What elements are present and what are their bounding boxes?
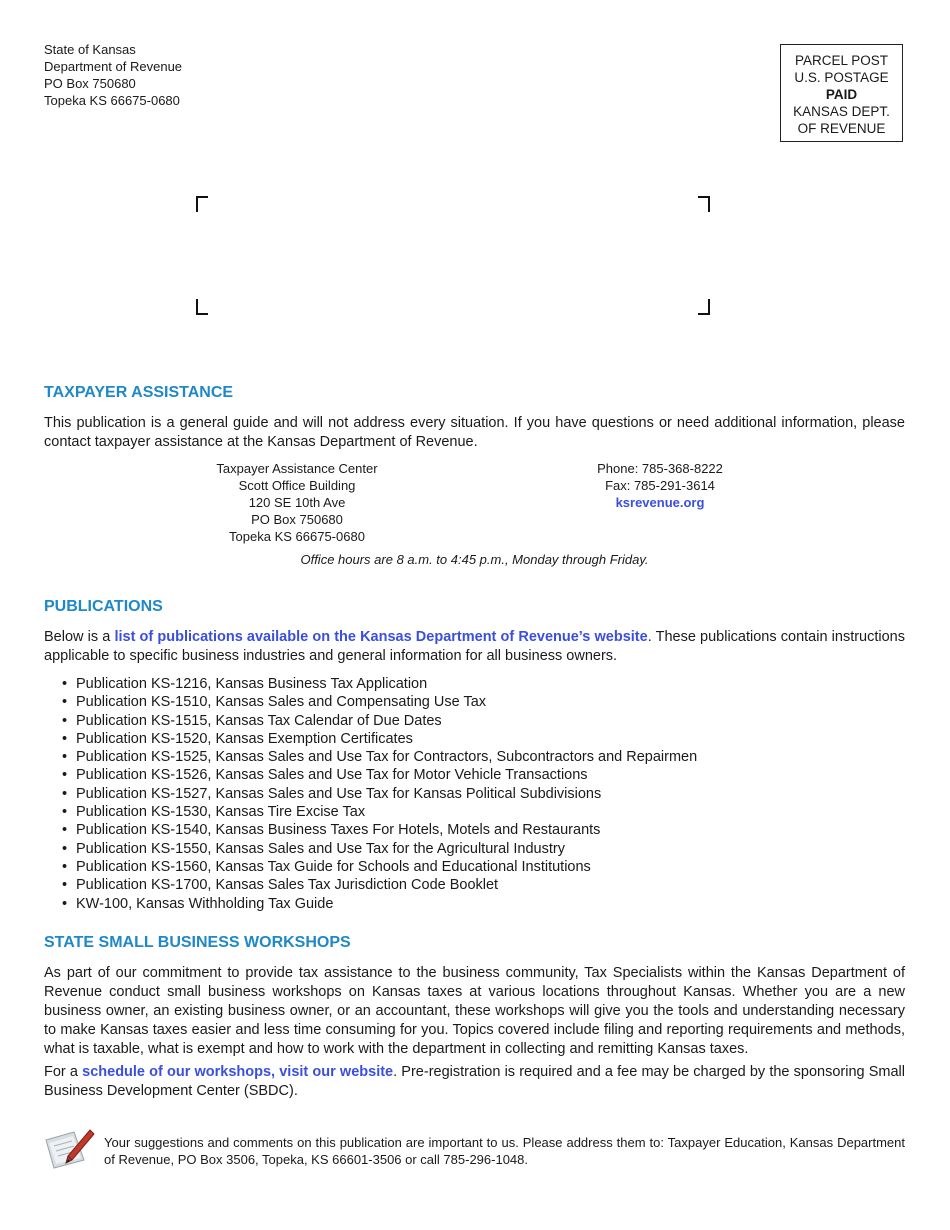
address-line: Taxpayer Assistance Center xyxy=(216,461,378,476)
list-item xyxy=(62,858,697,876)
address-line: Topeka KS 66675-0680 xyxy=(229,529,365,544)
list-item xyxy=(62,712,697,730)
publications-intro-prefix: Below is a xyxy=(44,629,115,645)
list-item xyxy=(62,730,697,748)
assistance-contact-info xyxy=(565,460,755,511)
list-item xyxy=(62,803,697,821)
return-address-line: Topeka KS 66675-0680 xyxy=(44,93,180,108)
list-item xyxy=(62,766,697,784)
postage-line: U.S. POSTAGE xyxy=(794,70,889,85)
fax-number: Fax: 785-291-3614 xyxy=(605,478,715,493)
publication-title: Publication KS-1527, Kansas Sales and Use Tax for Kansas Political Subdivisions xyxy=(76,785,602,802)
publications-intro-suffix: . These publications contain instructions applicable to specific business industries and general information for all business owners. xyxy=(44,629,905,664)
return-address-line: PO Box 750680 xyxy=(44,76,136,91)
list-item xyxy=(62,748,697,766)
bullet-icon: • xyxy=(62,785,68,802)
workshops-prefix: For a xyxy=(44,1064,83,1080)
address-line: Scott Office Building xyxy=(238,478,356,493)
pen-paper-icon xyxy=(44,1126,96,1172)
bullet-icon: • xyxy=(62,804,68,821)
crop-mark-top-right xyxy=(698,196,710,212)
publication-title: Publication KS-1700, Kansas Sales Tax Jurisdiction Code Booklet xyxy=(76,877,499,894)
workshops-schedule-link[interactable]: schedule of our workshops, visit our website xyxy=(82,1064,394,1080)
publication-title: Publication KS-1525, Kansas Sales and Use Tax for Contractors, Subcontractors and Repairmen xyxy=(76,749,698,766)
bullet-icon: • xyxy=(62,730,68,747)
publications-list xyxy=(62,675,697,913)
list-item xyxy=(62,840,697,858)
bullet-icon: • xyxy=(62,877,68,894)
postage-line: PARCEL POST xyxy=(794,53,889,68)
list-item xyxy=(62,785,697,803)
postage-indicia xyxy=(780,44,903,142)
taxpayer-assistance-heading: TAXPAYER ASSISTANCE xyxy=(44,384,234,401)
bullet-icon: • xyxy=(62,822,68,839)
publications-heading: PUBLICATIONS xyxy=(44,598,163,615)
publication-title: Publication KS-1510, Kansas Sales and Compensating Use Tax xyxy=(76,694,487,711)
address-line: 120 SE 10th Ave xyxy=(248,495,346,510)
publication-title: Publication KS-1540, Kansas Business Taxes For Hotels, Motels and Restaurants xyxy=(76,822,601,839)
publications-intro xyxy=(44,628,905,666)
workshops-heading: STATE SMALL BUSINESS WORKSHOPS xyxy=(44,934,351,951)
bullet-icon: • xyxy=(62,767,68,784)
workshops-suffix: . Pre-registration is required and a fee may be charged by the sponsoring Small Business Development Center (SBDC). xyxy=(44,1064,905,1099)
bullet-icon: • xyxy=(62,895,68,912)
return-address-line: Department of Revenue xyxy=(44,59,183,74)
bullet-icon: • xyxy=(62,840,68,857)
postage-line: KANSAS DEPT. xyxy=(793,104,890,119)
assistance-center-address xyxy=(197,460,397,545)
publication-title: KW-100, Kansas Withholding Tax Guide xyxy=(76,895,334,912)
publication-title: Publication KS-1526, Kansas Sales and Use Tax for Motor Vehicle Transactions xyxy=(76,767,588,784)
postage-line: OF REVENUE xyxy=(797,121,886,136)
crop-mark-bottom-right xyxy=(698,299,710,315)
postage-paid: PAID xyxy=(825,87,858,102)
bullet-icon: • xyxy=(62,694,68,711)
phone-number: Phone: 785-368-8222 xyxy=(597,461,723,476)
workshops-registration xyxy=(44,1063,905,1101)
list-item xyxy=(62,895,697,913)
bullet-icon: • xyxy=(62,858,68,875)
return-address-line: State of Kansas xyxy=(44,42,136,57)
list-item xyxy=(62,821,697,839)
publication-title: Publication KS-1560, Kansas Tax Guide for Schools and Educational Institutions xyxy=(76,858,591,875)
publications-list-link[interactable]: list of publications available on the Kansas Department of Revenue’s website xyxy=(114,629,648,645)
office-hours: Office hours are 8 a.m. to 4:45 p.m., Monday through Friday. xyxy=(300,552,649,567)
address-line: PO Box 750680 xyxy=(251,512,343,527)
publication-title: Publication KS-1550, Kansas Sales and Use Tax for the Agricultural Industry xyxy=(76,840,565,857)
publication-title: Publication KS-1515, Kansas Tax Calendar of Due Dates xyxy=(76,712,442,729)
publication-title: Publication KS-1216, Kansas Business Tax Application xyxy=(76,676,428,692)
list-item xyxy=(62,693,697,711)
publication-title: Publication KS-1530, Kansas Tire Excise Tax xyxy=(76,804,366,821)
workshops-description: As part of our commitment to provide tax assistance to the business community, Tax Specialists within the Kansas Department of Revenue conduct small business workshops on Kansas taxes at various locations throughout Kansas. Whether you are a new business owner, an existing business owner, or an accountant, these workshops will give you the tools and understanding necessary to make Kansas taxes easier and less time consuming for you. Topics covered include filing and reporting requirements and methods, what is taxable, what is exempt and how to work with the department in collecting and remitting Kansas taxes. xyxy=(44,965,905,1057)
list-item xyxy=(62,675,697,693)
crop-mark-bottom-left xyxy=(196,299,208,315)
crop-mark-top-left xyxy=(196,196,208,212)
pen-paper-icon-graphic xyxy=(44,1126,96,1172)
feedback-note: Your suggestions and comments on this publication are important to us. Please address them to: Taxpayer Education, Kansas Department of Revenue, PO Box 3506, Topeka, KS 66601-3506 or call 785-296-1048. xyxy=(104,1135,905,1167)
taxpayer-assistance-intro: This publication is a general guide and will not address every situation. If you have questions or need additional information, please contact taxpayer assistance at the Kansas Department of Revenue. xyxy=(44,415,905,450)
website-link[interactable]: ksrevenue.org xyxy=(615,495,705,510)
publication-title: Publication KS-1520, Kansas Exemption Certificates xyxy=(76,730,413,747)
bullet-icon: • xyxy=(62,749,68,766)
bullet-icon: • xyxy=(62,712,68,729)
return-address xyxy=(44,41,182,109)
list-item xyxy=(62,876,697,894)
bullet-icon: • xyxy=(62,676,68,692)
